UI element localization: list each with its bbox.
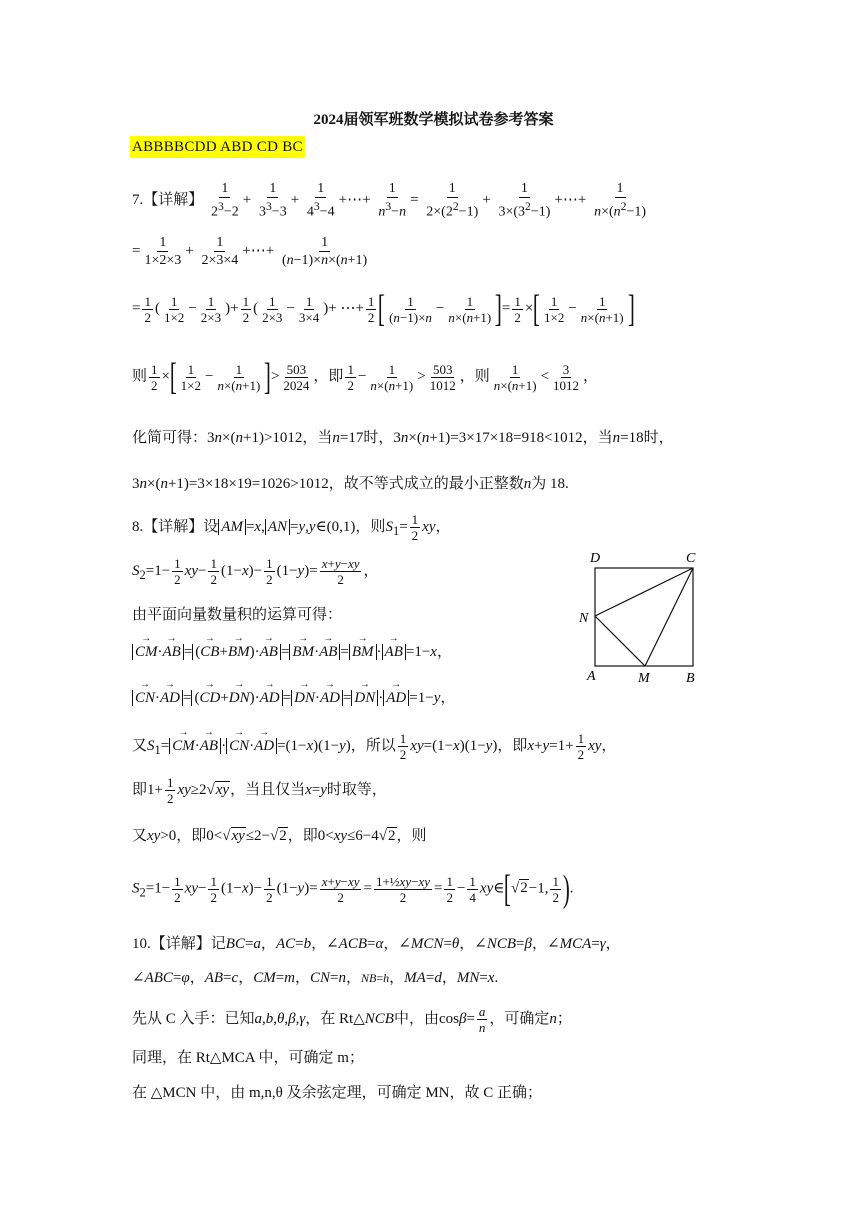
q8-line4: → CM·→ AB = (→ CB+→ BM)·→ AB =→ BM·→ AB =→ BM ·→ AB =1−x，	[132, 640, 452, 661]
q10-line1: 10.【详解】记BC=a，AC=b，∠ACB=α，∠MCN=θ，∠NCB=β，∠MCA=γ，	[132, 936, 621, 952]
segment-cm	[645, 568, 693, 666]
q7-line3: = $\frac{1}{2}$ ( $\frac{1}{1\times 2}$ − $\frac{1}{2\times 3}$ )+ $\frac{1}{2}$ ( $\frac{1}{2\times 3}$ − $\frac{1}{3\times 4}$ )+ ⋯+ $\frac{1}{2}$ [ $\frac{1}{(n-1)\times n}$ − $\frac{1}{n\times(n+1)}$ ]= $\frac{1}{2}$ ×[ $\frac{1}{1\times 2}$ − $\frac{1}{n\times(n+1)}$ ]	[132, 288, 635, 330]
segment-cn	[595, 568, 693, 616]
q10-line4: 同理，在 Rt△MCA 中，可确定 m；	[132, 1050, 364, 1066]
q10-line5: 在 △MCN 中，由 m,n,θ 及余弦定理，可确定 MN，故 C 正确；	[132, 1085, 542, 1101]
q8-line7: 即1+ $\frac{1}{2}$ xy≥2√xy，当且仅当x=y时取等，	[132, 775, 387, 806]
q8-line2: $S_2=1-$ $\frac{1}{2}$ xy− $\frac{1}{2}$ (1−x)− $\frac{1}{2}$ (1−y)= $\frac{x+y-xy}{2}$ ，	[132, 556, 379, 587]
label-d: D	[590, 551, 601, 566]
q8-line6: 又$S_1=\to CM\cdot\to$ AB ·→ CN·→ AD =(1−x)(1−y)，所以 $\frac{1}{2}$ xy=(1−x)(1−y)，即x+y=1+ $\frac{1}{2}$ xy，	[132, 731, 616, 762]
q8-line9: $S_2=1-$ $\frac{1}{2}$ xy− $\frac{1}{2}$ (1−x)− $\frac{1}{2}$ (1−y)= $\frac{x+y-xy}{2}$ = $\frac{\text{1+½xy−xy}}{2}$ = $\frac{1}{2}$ − $\frac{1}{4}$ xy∈[√2−1, $\frac{1}{2}$ ).	[132, 868, 574, 910]
label-b: B	[686, 671, 695, 686]
q7-label: 7.【详解】	[132, 191, 204, 208]
square-figure	[578, 548, 708, 688]
q8-label: 8.【详解】	[132, 518, 204, 535]
q10-line3: 先从 C 入手：已知a,b,θ,β,γ，在 Rt△NCB中，由cosβ= $\frac{a}{n}$ ，可确定n；	[132, 1004, 572, 1035]
segment-nm	[595, 616, 645, 666]
label-m: M	[638, 671, 650, 686]
q7-line1: 7.【详解】 $\frac{1}{2^3-2}$ + $\frac{1}{3^3-3}$ + $\frac{1}{4^3-4}$ +⋯+ $\frac{1}{n^3-n}$ = $\frac{1}{2\times(2^2-1)}$ + $\frac{1}{3\times(3^2-1)}$ +⋯+ $\frac{1}{n\times(n^2-1)}$	[132, 181, 647, 220]
answer-key: ABBBBCDD ABD CD BC	[130, 136, 305, 158]
q8-line1: 8.【详解】设 AM =x, AN =y,y∈(0,1)，则$S_1=$ $\frac{1}{2}$ xy，	[132, 512, 451, 543]
label-n: N	[579, 611, 589, 626]
label-a: A	[587, 669, 596, 684]
square-abcd	[595, 568, 693, 666]
q10-line2: ∠ABC=φ，AB=c，CM=m，CN=n，NB=h，MA=d，MN=x.	[132, 970, 499, 986]
q7-line5: 化简可得：3n×(n+1)>1012，当n=17时，3n×(n+1)=3×17×18=918<1012，当n=18时，	[132, 430, 674, 446]
page-title: 2024届领军班数学模拟试卷参考答案	[313, 112, 554, 128]
q7-line6: 3n×(n+1)=3×18×19=1026>1012，故不等式成立的最小正整数n为 18.	[132, 476, 569, 492]
q7-line2: = $\frac{1}{1\times 2\times 3}$ + $\frac{1}{2\times 3\times 4}$ +⋯+ $\frac{1}{(n-1)\times n\times(n+1)}$	[132, 235, 368, 268]
q8-line8: 又xy>0，即0<√xy≤2−√2，即0<xy≤6−4√2，则	[132, 828, 427, 844]
q7-line4: 则 $\frac{1}{2}$ ×[ $\frac{1}{1\times 2}$ − $\frac{1}{n\times(n+1)}$ ]> $\frac{503}{2024}$ ，即 $\frac{1}{2}$ − $\frac{1}{n\times(n+1)}$ > $\frac{503}{1012}$ ，则 $\frac{1}{n\times(n+1)}$ < $\frac{3}{1012}$ ，	[132, 356, 599, 398]
q8-line5: → CN·→ AD = (→ CD+→ DN)·→ AD =→ DN·→ AD =→ DN ·→ AD =1−y，	[132, 686, 455, 707]
label-c: C	[686, 551, 696, 566]
q8-line3: 由平面向量数量积的运算可得：	[132, 607, 343, 623]
q10-label: 10.【详解】	[132, 936, 211, 952]
